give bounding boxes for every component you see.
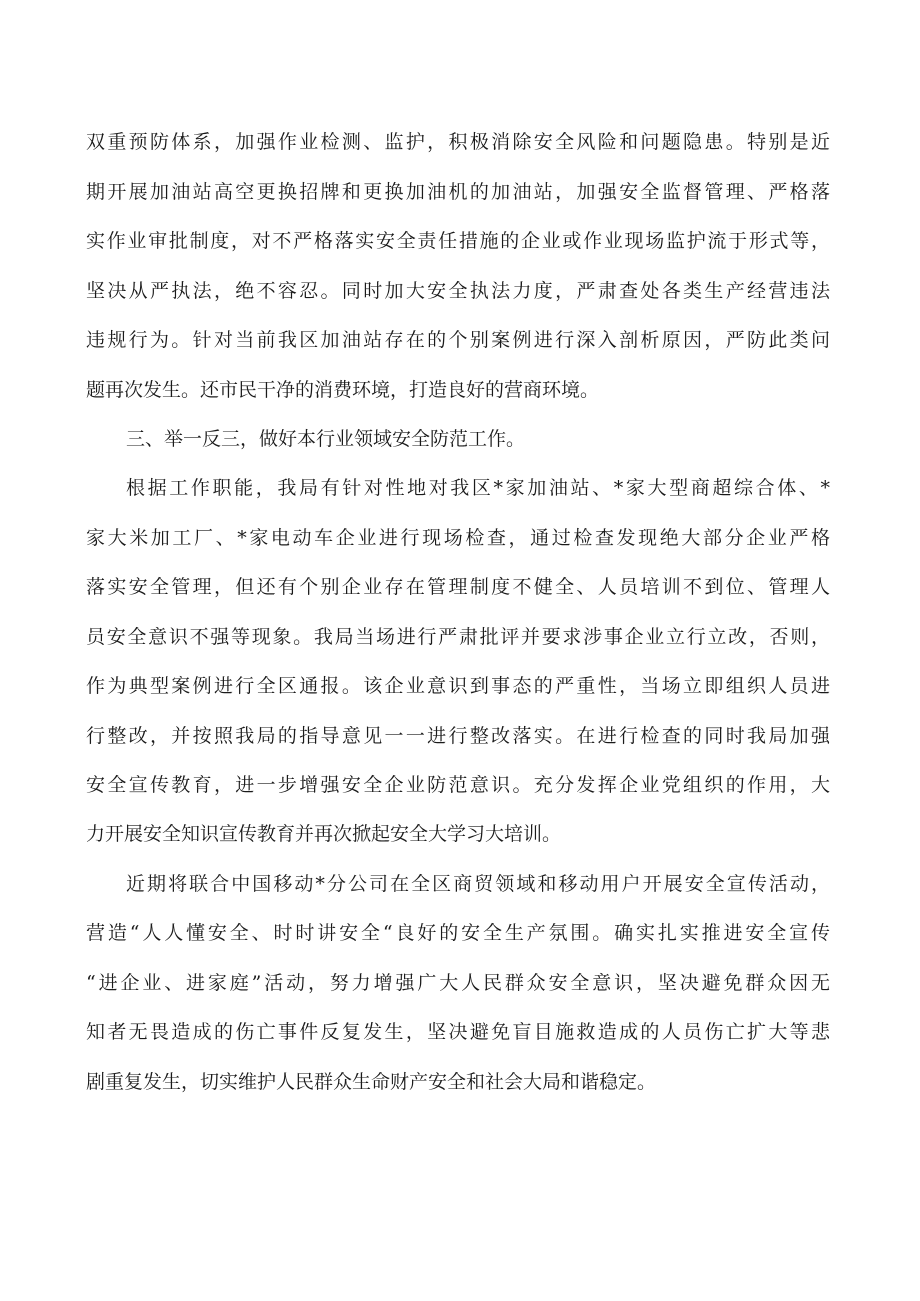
text-line: 剧重复发生，切实维护人民群众生命财产安全和社会大局和谐稳定。 (86, 1071, 657, 1093)
text-line: 安全宣传教育，进一步增强安全企业防范意识。充分发挥企业党组织的作用，大 (86, 774, 830, 796)
text-line: 违规行为。针对当前我区加油站存在的个别案例进行深入剖析原因，严防此类问 (86, 329, 830, 351)
text-line: 实作业审批制度，对不严格落实安全责任措施的企业或作业现场监护流于形式等， (86, 230, 830, 252)
text-line: “进企业、进家庭”活动，努力增强广大人民群众安全意识，坚决避免群众因无 (86, 972, 830, 994)
section-heading: 三、举一反三，做好本行业领域安全防范工作。 (126, 428, 526, 450)
text-line: 员安全意识不强等现象。我局当场进行严肃批评并要求涉事企业立行立改，否则， (86, 626, 830, 648)
text-line: 营造“人人懂安全、时时讲安全“良好的安全生产氛围。确实扎实推进安全宣传 (86, 922, 830, 944)
text-line: 坚决从严执法，绝不容忍。同时加大安全执法力度，严肃查处各类生产经营违法 (86, 280, 830, 302)
text-line: 行整改，并按照我局的指导意见一一进行整改落实。在进行检查的同时我局加强 (86, 725, 830, 747)
text-line: 家大米加工厂、*家电动车企业进行现场检查，通过检查发现绝大部分企业严格 (86, 527, 830, 549)
text-line: 双重预防体系，加强作业检测、监护，积极消除安全风险和问题隐患。特别是近 (86, 131, 830, 153)
text-line: 力开展安全知识宣传教育并再次掀起安全大学习大培训。 (86, 823, 562, 845)
text-line: 题再次发生。还市民干净的消费环境，打造良好的营商环境。 (86, 379, 600, 401)
text-line: 作为典型案例进行全区通报。该企业意识到事态的严重性，当场立即组织人员进 (86, 675, 830, 697)
paragraph-first-line: 近期将联合中国移动*分公司在全区商贸领域和移动用户开展安全宣传活动， (126, 873, 830, 895)
text-line: 知者无畏造成的伤亡事件反复发生，坚决避免盲目施救造成的人员伤亡扩大等悲 (86, 1021, 830, 1043)
text-line: 落实安全管理，但还有个别企业存在管理制度不健全、人员培训不到位、管理人 (86, 576, 830, 598)
text-line: 期开展加油站高空更换招牌和更换加油机的加油站，加强安全监督管理、严格落 (86, 181, 830, 203)
paragraph-first-line: 根据工作职能，我局有针对性地对我区*家加油站、*家大型商超综合体、* (126, 477, 830, 499)
